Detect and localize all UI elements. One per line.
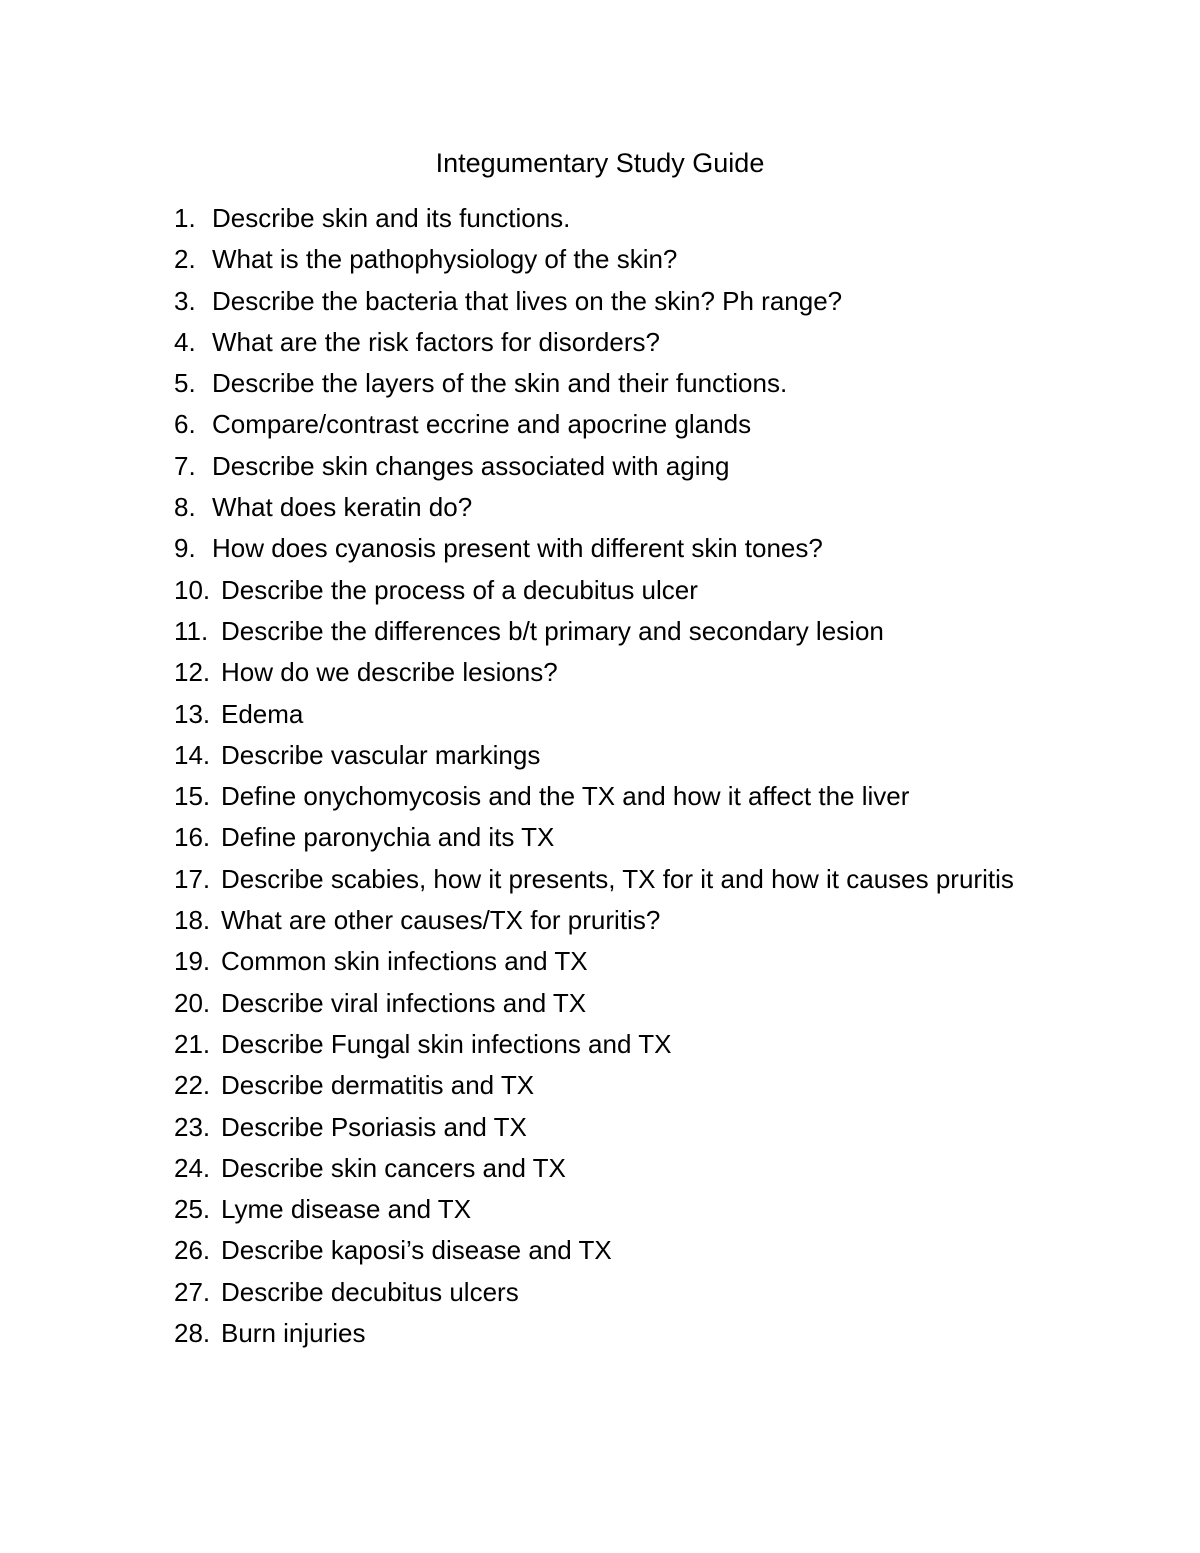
item-number: 24. [174, 1152, 211, 1183]
list-item [174, 1189, 1074, 1230]
item-text: Common skin infections and TX [221, 946, 588, 977]
item-text: Describe skin changes associated with aging [212, 450, 730, 481]
item-text: Describe decubitus ulcers [221, 1276, 519, 1307]
list-item [174, 404, 1074, 445]
item-number: 19. [174, 946, 211, 977]
item-text: Burn injuries [221, 1318, 366, 1349]
item-text: Describe dermatitis and TX [221, 1070, 535, 1101]
list-item [174, 1148, 1074, 1189]
item-number: 18. [174, 905, 211, 936]
list-item [174, 900, 1074, 941]
item-text: How does cyanosis present with different skin tones? [212, 533, 823, 564]
study-question-list [174, 198, 1074, 1354]
item-text: Compare/contrast eccrine and apocrine glands [212, 409, 752, 440]
item-text: Edema [221, 698, 304, 729]
list-item [174, 1024, 1074, 1065]
item-number: 4. [174, 326, 196, 357]
list-item [174, 776, 1074, 817]
item-text: Describe the layers of the skin and their functions. [212, 368, 788, 399]
item-text: Describe skin and its functions. [212, 203, 571, 233]
item-number: 16. [174, 822, 211, 853]
list-item [174, 528, 1074, 569]
item-text: Lyme disease and TX [221, 1194, 472, 1225]
item-number: 28. [174, 1318, 211, 1349]
item-number: 7. [174, 450, 196, 481]
list-item [174, 487, 1074, 528]
item-text: What is the pathophysiology of the skin? [212, 244, 678, 275]
item-number: 10. [174, 574, 211, 605]
item-number: 9. [174, 533, 196, 564]
item-text: Describe vascular markings [221, 739, 541, 770]
list-item [174, 1272, 1074, 1313]
page-title: Integumentary Study Guide [435, 148, 765, 178]
item-text: Define onychomycosis and the TX and how it affect the liver [221, 781, 910, 812]
list-item [174, 1107, 1074, 1148]
item-number: 27. [174, 1276, 211, 1307]
list-item [174, 611, 1074, 652]
item-text: Describe scabies, how it presents, TX for it and how it causes pruritis [221, 863, 1014, 894]
list-item [174, 239, 1074, 280]
list-item [174, 1313, 1074, 1354]
list-item [174, 1230, 1074, 1271]
item-text: Describe the bacteria that lives on the skin? Ph range? [212, 285, 843, 316]
item-number: 17. [174, 863, 211, 894]
list-item [174, 694, 1074, 735]
list-item [174, 983, 1074, 1024]
item-number: 20. [174, 987, 211, 1018]
item-number: 26. [174, 1235, 211, 1266]
item-text: What does keratin do? [212, 492, 473, 523]
item-text: Describe the differences b/t primary and secondary lesion [221, 615, 884, 646]
list-item [174, 322, 1074, 363]
item-number: 3. [174, 285, 196, 316]
item-text: Describe the process of a decubitus ulcer [221, 574, 698, 605]
item-number: 12. [174, 657, 211, 688]
item-text: Describe kaposi’s disease and TX [221, 1235, 612, 1266]
list-item [174, 941, 1074, 982]
item-number: 8. [174, 492, 196, 523]
item-number: 23. [174, 1111, 211, 1142]
item-text: Describe Fungal skin infections and TX [221, 1028, 672, 1059]
item-text: What are other causes/TX for pruritis? [221, 905, 661, 936]
item-number: 13. [174, 698, 211, 729]
list-item [174, 1065, 1074, 1106]
list-item [174, 281, 1074, 322]
item-number: 15. [174, 781, 211, 812]
list-item [174, 198, 1074, 239]
item-number: 11. [174, 615, 209, 646]
list-item [174, 446, 1074, 487]
list-item [174, 735, 1074, 776]
item-number: 5. [174, 368, 196, 399]
item-text: Define paronychia and its TX [221, 822, 555, 853]
list-item [174, 652, 1074, 693]
item-number: 6. [174, 409, 196, 440]
item-text: What are the risk factors for disorders? [212, 326, 660, 357]
item-text: Describe Psoriasis and TX [221, 1111, 527, 1142]
item-number: 1. [174, 203, 196, 233]
list-item [174, 363, 1074, 404]
list-item [174, 817, 1074, 858]
item-number: 14. [174, 739, 211, 770]
item-number: 2. [174, 244, 196, 275]
list-item [174, 570, 1074, 611]
list-item [174, 859, 1074, 900]
item-text: How do we describe lesions? [221, 657, 558, 688]
item-number: 22. [174, 1070, 211, 1101]
item-number: 21. [174, 1028, 211, 1059]
item-number: 25. [174, 1194, 211, 1225]
item-text: Describe skin cancers and TX [221, 1152, 566, 1183]
item-text: Describe viral infections and TX [221, 987, 587, 1018]
